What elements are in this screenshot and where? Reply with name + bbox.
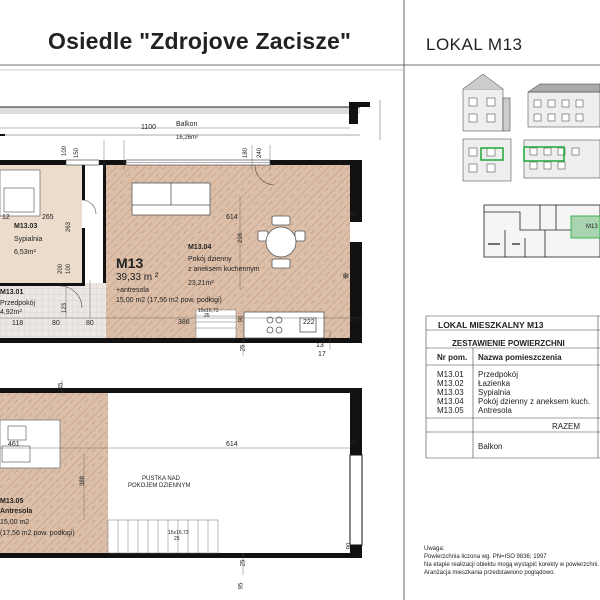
dim-25b: 25: [240, 559, 247, 567]
table-row-name: Antresola: [478, 406, 512, 415]
dim-298: 298: [238, 232, 245, 244]
balcony-dim: 1100: [141, 124, 157, 131]
stairs-upper-label: 15x16,73: [198, 308, 219, 314]
dim-90b: 90: [346, 542, 353, 550]
table-row-nr: M13.01: [437, 370, 464, 379]
table-row-name: Łazienka: [478, 379, 511, 388]
table-row-name: Pokój dzienny z aneksem kuch.: [478, 397, 591, 406]
stairs-lower-label-b: 25: [174, 536, 180, 542]
room-m1305-area2: (17,56 m2 pow. podłogi): [0, 530, 75, 537]
project-title: Osiedle "Zdrojove Zacisze": [48, 28, 352, 54]
dim-95: 95: [238, 582, 245, 590]
room-m1305-code: M13.05: [0, 498, 24, 505]
dim-388: 388: [80, 475, 87, 487]
fridge-icon: ❄: [342, 272, 350, 282]
room-m1304-name: Pokój dzienny: [188, 256, 232, 263]
unit-antresola-area: 15,00 m2 (17,56 m2 pow. podłogi): [116, 297, 222, 304]
dim-222: 222: [303, 319, 315, 326]
void-label-1: PUSTKA NAD: [142, 476, 181, 482]
room-m1301-area: 4,92m²: [0, 309, 22, 316]
balcony-area: [0, 100, 380, 140]
room-m1305-area: 15,00 m2: [0, 519, 30, 526]
elevation-thumbnails: [463, 74, 600, 181]
dim-180: 180: [243, 147, 250, 159]
dim-386: 386: [178, 319, 190, 326]
table-row-nr: M13.04: [437, 397, 464, 406]
notes-title: Uwaga:: [424, 546, 445, 552]
room-m1303-area: 6,53m²: [14, 249, 36, 256]
dim-17: 17: [318, 351, 326, 358]
room-m1301-code: M13.01: [0, 289, 24, 296]
void-label-2: POKOJEM DZIENNYM: [128, 483, 191, 489]
table-subtitle: ZESTAWIENIE POWIERZCHNI: [452, 339, 565, 348]
unit-antresola: +antresola: [116, 287, 149, 294]
table-balcony-label: Balkon: [478, 442, 503, 451]
table-title: LOKAL MIESZKALNY M13: [438, 320, 544, 330]
floor-plan-upper: [0, 128, 362, 575]
room-m1304-name2: z aneksem kuchennym: [188, 266, 260, 273]
dim-100b: 100: [66, 263, 73, 275]
dim-461: 461: [8, 441, 20, 448]
dim-614: 614: [226, 214, 238, 221]
balcony-label: Balkon: [176, 121, 198, 128]
room-m1303-name: Sypialnia: [14, 236, 43, 243]
dim-25a: 25: [240, 344, 247, 352]
dim-13: 13: [316, 342, 324, 349]
dim-100: 100: [62, 145, 69, 157]
dim-80: 80: [52, 320, 60, 327]
dim-45b: 45: [350, 318, 357, 324]
dim-263: 263: [66, 221, 73, 233]
room-m1301-name: Przedpokój: [0, 300, 36, 307]
unit-area: 39,33 m ²: [116, 272, 159, 283]
dim-45d: 45: [350, 441, 357, 447]
balcony-area: 16,26m²: [176, 135, 199, 141]
dim-150: 150: [74, 147, 81, 159]
notes-line-3: Aranżacja mieszkania przedstawiono poglądowo.: [424, 570, 556, 576]
stairs-lower-label: 15x16,73: [168, 530, 189, 536]
site-plan-thumbnail: [484, 205, 600, 257]
table-row-name: Sypialnia: [478, 388, 511, 397]
notes-line-2: Na etapie realizacji obiektu mogą wystąpić korekty w powierzchni.: [424, 562, 600, 568]
lokal-title: LOKAL M13: [426, 35, 523, 54]
dim-45a: 45: [350, 212, 357, 218]
site-plan-unit-label: M13: [586, 224, 598, 230]
dim-90: 90: [238, 315, 245, 323]
room-m1304-area: 23,21m²: [188, 280, 214, 287]
dim-200: 200: [58, 263, 65, 275]
dim-240: 240: [257, 147, 264, 159]
notes-line-1: Powierzchnia liczona wg. PN=ISO 9836; 1997: [424, 554, 547, 560]
table-row-name: Przedpokój: [478, 370, 519, 379]
dim-614b: 614: [226, 441, 238, 448]
room-m1303-code: M13.03: [14, 223, 38, 230]
dim-45c: 45: [58, 382, 65, 390]
table-total-label: RAZEM: [552, 422, 580, 431]
dim-80b: 80: [86, 320, 94, 327]
table-row-nr: M13.03: [437, 388, 464, 397]
room-m1304-code: M13.04: [188, 244, 212, 251]
dim-265: 265: [42, 214, 54, 221]
table-header-nr: Nr pom.: [437, 353, 468, 362]
dim-118: 118: [12, 320, 24, 327]
room-m1305-name: Antresola: [0, 508, 33, 515]
stairs-upper-label-b: 25: [204, 313, 210, 319]
table-row-nr: M13.05: [437, 406, 464, 415]
dim-123: 123: [62, 302, 69, 314]
table-row-nr: M13.02: [437, 379, 464, 388]
dim-12: 12: [2, 214, 10, 221]
table-header-name: Nazwa pomieszczenia: [478, 353, 562, 362]
unit-code: M13: [116, 255, 144, 271]
